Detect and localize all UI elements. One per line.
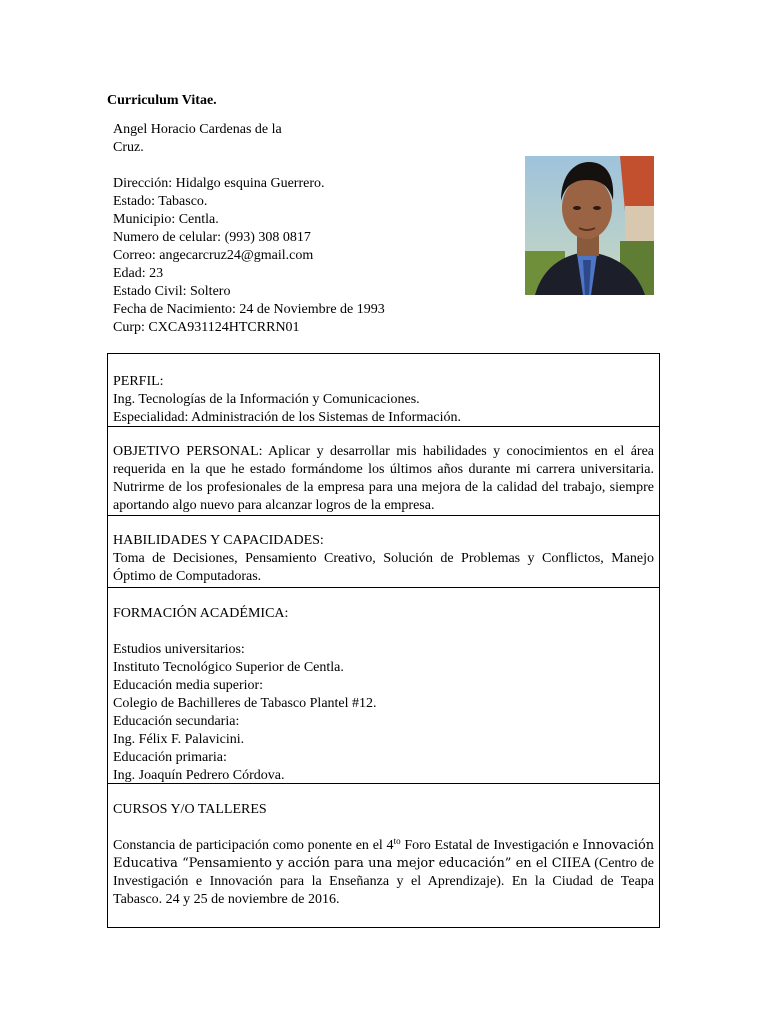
address: Dirección: Hidalgo esquina Guerrero. — [113, 176, 325, 191]
perfil-line-2: Especialidad: Administración de los Sistemas de Información. — [113, 410, 461, 425]
formacion-section — [107, 587, 660, 784]
municipality: Municipio: Centla. — [113, 212, 219, 227]
cursos-section — [107, 783, 660, 928]
habilidades-text: Toma de Decisiones, Pensamiento Creativo, Solución de Problemas y Conflictos, Manejo Óptimo de Computadoras. — [113, 551, 654, 584]
objetivo-section — [107, 426, 660, 516]
formacion-heading: FORMACIÓN ACADÉMICA: — [113, 606, 289, 621]
profile-photo — [525, 156, 654, 295]
cursos-superscript: to — [393, 836, 401, 846]
cursos-text-c: Innovación Educativa “Pensamiento y acción para una mejor educación” en el CIIEA — [113, 838, 654, 871]
marital-status: Estado Civil: Soltero — [113, 284, 231, 299]
cursos-text — [113, 837, 654, 909]
formacion-item: Ing. Félix F. Palavicini. — [113, 732, 245, 747]
habilidades-section — [107, 515, 660, 588]
formacion-item: Ing. Joaquín Pedrero Córdova. — [113, 768, 285, 783]
cursos-heading: CURSOS Y/O TALLERES — [113, 802, 267, 817]
formacion-item: Instituto Tecnológico Superior de Centla. — [113, 660, 344, 675]
perfil-line-1: Ing. Tecnologías de la Información y Comunicaciones. — [113, 392, 420, 407]
objetivo-text: OBJETIVO PERSONAL: Aplicar y desarrollar mis habilidades y conocimientos en el área requerida en la que he estado formándome los últimos años durante mi carrera universitaria. Nutrirme de los profesionales de la empresa para una mejora de la calidad del trabajo, siempre aportando algo nuevo para alcanzar logros de la empresa. — [113, 444, 654, 513]
name-line-1: Angel Horacio Cardenas de la — [113, 122, 282, 137]
personal-info — [113, 121, 473, 337]
cursos-text-a: Constancia de participación como ponente en el 4 — [113, 838, 394, 853]
cursos-text-b: Foro Estatal de Investigación e — [400, 838, 583, 853]
email: Correo: angecarcruz24@gmail.com — [113, 248, 314, 263]
birth-date: Fecha de Nacimiento: 24 de Noviembre de 1993 — [113, 302, 385, 317]
curp: Curp: CXCA931124HTCRRN01 — [113, 320, 300, 335]
formacion-item: Estudios universitarios: — [113, 642, 245, 657]
document-title: Curriculum Vitae. — [107, 93, 217, 108]
perfil-section — [107, 353, 660, 427]
phone: Numero de celular: (993) 308 0817 — [113, 230, 311, 245]
cursos-text-d: (Centro de Investigación e Innovación para la Enseñanza y el Aprendizaje). En la Ciudad de Teapa Tabasco. 24 y 25 de noviembre de 2016. — [113, 856, 654, 907]
formacion-item: Educación secundaria: — [113, 714, 240, 729]
formacion-item: Educación media superior: — [113, 678, 264, 693]
name-line-2: Cruz. — [113, 140, 144, 155]
habilidades-heading: HABILIDADES Y CAPACIDADES: — [113, 533, 324, 548]
perfil-heading: PERFIL: — [113, 374, 164, 389]
age: Edad: 23 — [113, 266, 164, 281]
state: Estado: Tabasco. — [113, 194, 208, 209]
formacion-item: Colegio de Bachilleres de Tabasco Plantel #12. — [113, 696, 377, 711]
formacion-item: Educación primaria: — [113, 750, 227, 765]
